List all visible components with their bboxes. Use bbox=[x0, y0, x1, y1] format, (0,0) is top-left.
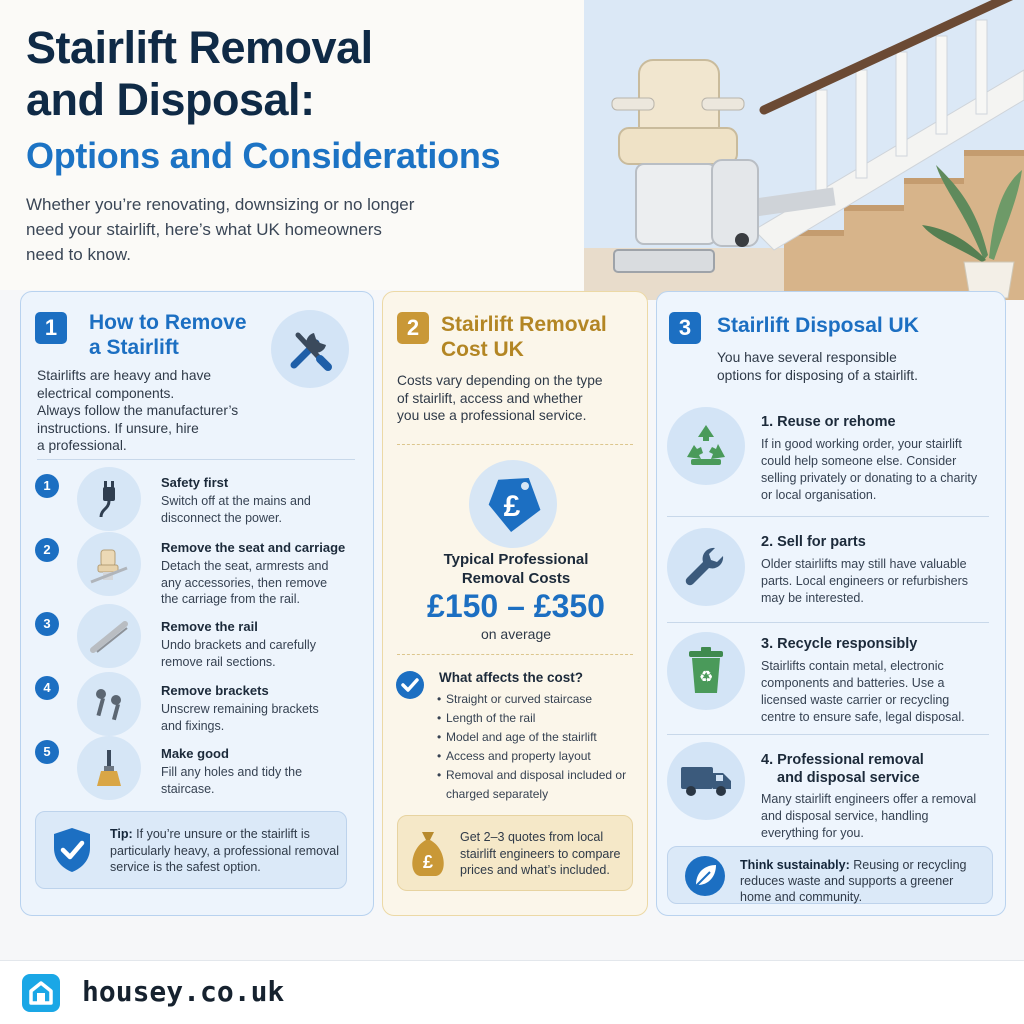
step-2-desc: Detach the seat, armrests and any accessories, then remove the carriage from the rail. bbox=[161, 559, 329, 606]
section-1-lead bbox=[37, 367, 267, 455]
tip-label: Tip: bbox=[110, 827, 133, 841]
screws-icon bbox=[77, 672, 141, 736]
tools-icon bbox=[271, 310, 349, 388]
intro-line-3: need to know. bbox=[26, 245, 131, 264]
option-1-title: 1. Reuse or rehome bbox=[761, 414, 896, 430]
footer bbox=[0, 960, 1024, 1024]
step-3-title: Remove the rail bbox=[161, 619, 258, 634]
sustainability-callout bbox=[667, 846, 993, 904]
dashed-divider bbox=[397, 444, 633, 445]
step-5-number: 5 bbox=[35, 740, 59, 764]
divider bbox=[37, 459, 355, 460]
rail-icon bbox=[77, 604, 141, 668]
tip-text bbox=[110, 826, 340, 876]
option-2-desc: Older stairlifts may still have valuable parts. Local engineers or refurbishers may be interested. bbox=[761, 557, 969, 605]
intro-text bbox=[26, 192, 426, 267]
section-how-to-remove bbox=[20, 291, 374, 916]
option-3-desc: Stairlifts contain metal, electronic components and batteries. Use a licensed waste carrier or recycling centre to ensure safe, legal disposal. bbox=[761, 659, 965, 724]
divider bbox=[667, 622, 989, 623]
list-item: • Model and age of the stairlift bbox=[437, 728, 637, 747]
page-title-line-2: and Disposal: bbox=[26, 74, 315, 125]
van-icon bbox=[667, 742, 745, 820]
svg-text:♻: ♻ bbox=[698, 667, 714, 686]
lead-line: Stairlifts are heavy and have bbox=[37, 368, 212, 383]
section-2-title-line-2: Cost UK bbox=[441, 338, 524, 361]
section-2-title-line-1: Stairlift Removal bbox=[441, 313, 607, 336]
list-item: • Removal and disposal included or charged separately bbox=[437, 766, 637, 804]
lead-line: of stairlift, access and whether bbox=[397, 390, 583, 406]
option-4-title-line-2: and disposal service bbox=[777, 770, 920, 786]
option-2-title: 2. Sell for parts bbox=[761, 534, 866, 550]
price-range: £150 – £350 bbox=[427, 588, 605, 624]
section-3-title: Stairlift Disposal UK bbox=[717, 314, 919, 337]
step-1-number: 1 bbox=[35, 474, 59, 498]
section-1-title bbox=[89, 310, 247, 360]
step-4-number: 4 bbox=[35, 676, 59, 700]
recycle-arrows-icon bbox=[667, 407, 745, 485]
option-4-desc: Many stairlift engineers offer a removal and disposal service, handling everything for you. bbox=[761, 792, 977, 840]
money-bag-icon bbox=[406, 828, 450, 885]
house-logo-icon bbox=[22, 974, 60, 1012]
typical-costs-line-2: Removal Costs bbox=[461, 570, 571, 587]
step-2-number: 2 bbox=[35, 538, 59, 562]
step-4-title: Remove brackets bbox=[161, 683, 269, 698]
section-disposal bbox=[656, 291, 1006, 916]
step-3-number: 3 bbox=[35, 612, 59, 636]
option-1-desc: If in good working order, your stairlift could help someone else. Consider selling privately or donating to a charity or local organisation. bbox=[761, 437, 978, 502]
recycling-bin-icon bbox=[667, 632, 745, 710]
intro-line-1: Whether you’re renovating, downsizing or no longer bbox=[26, 195, 415, 214]
section-1-number: 1 bbox=[35, 312, 67, 344]
divider bbox=[667, 734, 989, 735]
tip-body: If you’re unsure or the stairlift is particularly heavy, a professional removal service is the safest option. bbox=[110, 827, 340, 874]
lead-line: electrical components. bbox=[37, 385, 175, 401]
divider bbox=[667, 516, 989, 517]
price-note: on average bbox=[480, 626, 552, 642]
lead-line: Always follow the manufacturer’s bbox=[37, 403, 239, 418]
factors-list bbox=[437, 690, 637, 804]
option-4-title-line-1: 4. Professional removal bbox=[761, 752, 924, 768]
plug-icon bbox=[77, 467, 141, 531]
option-3-title: 3. Recycle responsibly bbox=[761, 636, 918, 652]
step-3-desc: Undo brackets and carefully remove rail sections. bbox=[161, 638, 316, 669]
lead-line: a professional. bbox=[37, 438, 127, 453]
section-removal-cost bbox=[382, 291, 648, 916]
step-1-title: Safety first bbox=[161, 475, 229, 490]
intro-line-2: need your stairlift, here’s what UK homeowners bbox=[26, 220, 382, 239]
list-item: • Access and property layout bbox=[437, 747, 637, 766]
step-4-desc: Unscrew remaining brackets and fixings. bbox=[161, 702, 319, 733]
leaf-icon bbox=[684, 855, 726, 902]
section-2-lead bbox=[397, 372, 637, 425]
shield-check-icon bbox=[52, 826, 92, 879]
sustainability-body: Reusing or recycling reduces waste and supports a greener home and community. bbox=[740, 858, 967, 904]
dashed-divider bbox=[397, 654, 633, 655]
option-4-title bbox=[761, 751, 924, 787]
svg-text:£: £ bbox=[503, 490, 521, 523]
wrench-icon bbox=[667, 528, 745, 606]
section-3-number: 3 bbox=[669, 312, 701, 344]
lead-line: instructions. If unsure, hire bbox=[37, 420, 199, 436]
lead-line: you use a professional service. bbox=[397, 408, 587, 423]
stairlift-illustration bbox=[584, 0, 1024, 300]
check-circle-icon bbox=[395, 670, 425, 705]
quotes-text: Get 2–3 quotes from local stairlift engineers to compare prices and what’s included. bbox=[460, 830, 621, 877]
typical-costs-line-1: Typical Professional bbox=[443, 551, 589, 568]
step-2-title: Remove the seat and carriage bbox=[161, 540, 346, 555]
stairlift-seat-icon bbox=[77, 532, 141, 596]
typical-costs-heading bbox=[383, 550, 649, 588]
list-item: • Straight or curved staircase bbox=[437, 690, 637, 709]
section-2-number: 2 bbox=[397, 312, 429, 344]
quotes-callout bbox=[397, 815, 633, 891]
lead-line: options for disposing of a stairlift. bbox=[717, 367, 918, 383]
section-1-title-line-1: How to Remove bbox=[89, 311, 247, 334]
page-title-line-1: Stairlift Removal bbox=[26, 22, 373, 73]
brand-name[interactable]: housey.co.uk bbox=[82, 975, 285, 1008]
svg-text:£: £ bbox=[422, 852, 434, 872]
page-subtitle: Options and Considerations bbox=[26, 135, 501, 176]
brush-icon bbox=[77, 736, 141, 800]
hero-header bbox=[0, 0, 1024, 290]
sustainability-text bbox=[740, 857, 988, 905]
step-5-desc: Fill any holes and tidy the staircase. bbox=[161, 765, 303, 796]
list-item: • Length of the rail bbox=[437, 709, 637, 728]
section-1-title-line-2: a Stairlift bbox=[89, 336, 179, 359]
step-1-desc: Switch off at the mains and disconnect the power. bbox=[161, 494, 311, 525]
tip-callout bbox=[35, 811, 347, 889]
lead-line: You have several responsible bbox=[717, 350, 897, 365]
price-tag-icon bbox=[467, 458, 559, 555]
factors-title: What affects the cost? bbox=[439, 670, 584, 685]
section-2-title bbox=[441, 312, 607, 362]
sustainability-label: Think sustainably: bbox=[740, 858, 850, 872]
section-3-lead bbox=[717, 349, 987, 384]
lead-line: Costs vary depending on the type bbox=[397, 373, 603, 388]
step-5-title: Make good bbox=[161, 746, 229, 761]
